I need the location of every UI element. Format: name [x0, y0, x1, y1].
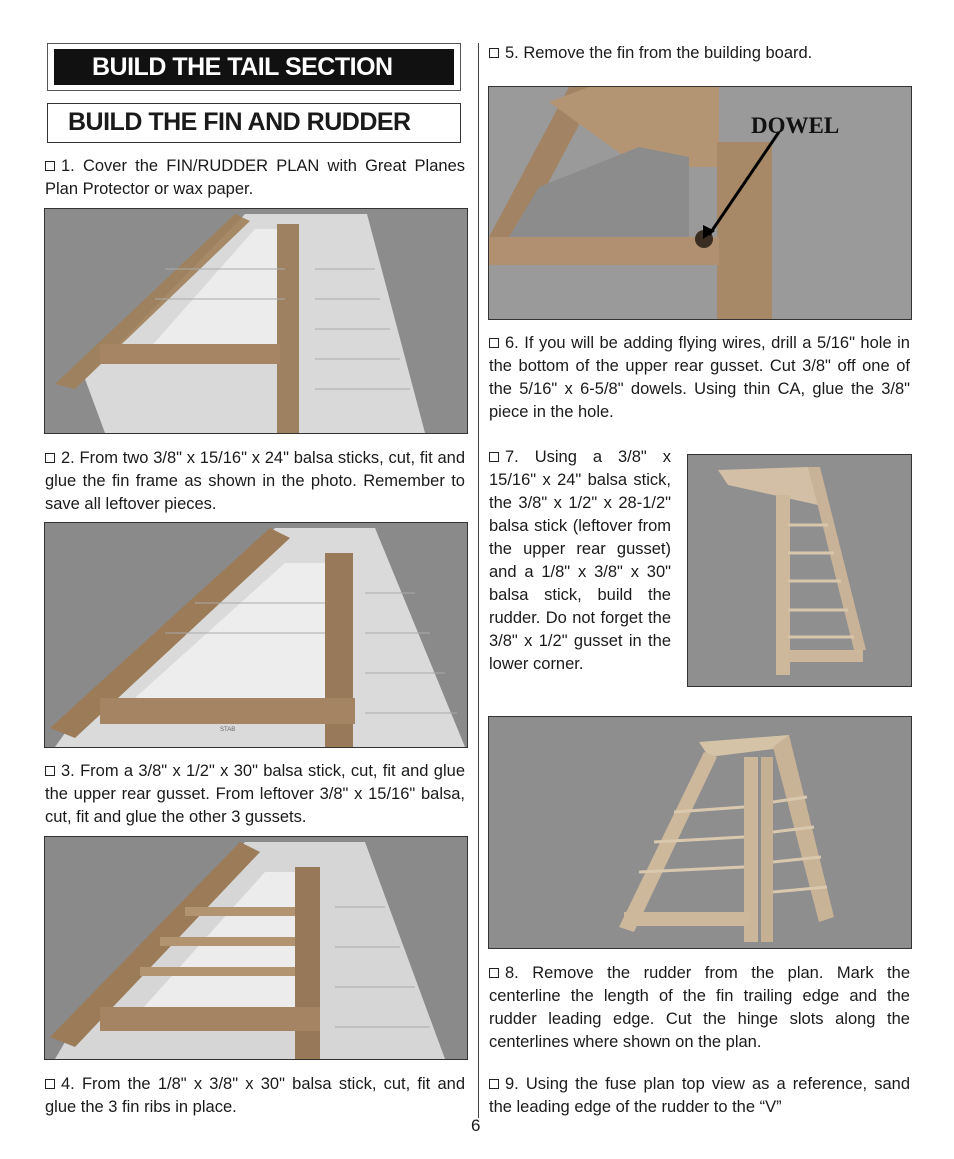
checkbox-icon[interactable]: [489, 968, 499, 978]
checkbox-icon[interactable]: [45, 1079, 55, 1089]
page-number: 6: [471, 1116, 481, 1135]
step-5-text: 5. Remove the fin from the building board.: [505, 44, 813, 62]
section-header: [47, 43, 461, 91]
step-6: [489, 332, 910, 424]
step-4-text: 4. From the 1/8" x 3/8" x 30" balsa stick, cut, fit and glue the 3 fin ribs in place.: [45, 1075, 465, 1116]
checkbox-icon[interactable]: [45, 453, 55, 463]
photo-label-dowel: DOWEL: [751, 113, 840, 138]
photo-fin-rudder: [488, 716, 912, 949]
section-header-text: BUILD THE TAIL SECTION: [54, 49, 454, 85]
checkbox-icon[interactable]: [45, 766, 55, 776]
step-3: [45, 760, 465, 829]
photo-fin-plan: [44, 208, 468, 434]
photo-dowel: [488, 86, 912, 320]
step-3-text: 3. From a 3/8" x 1/2" x 30" balsa stick, cut, fit and glue the upper rear gusset. From leftover 3/8" x 15/16" balsa, cut, fit and glue the other 3 gussets.: [45, 762, 465, 826]
photo-label-stab: STAB: [220, 727, 236, 733]
column-divider: [478, 43, 479, 1118]
photo-rudder: [687, 454, 912, 687]
photo-fin-gussets: [44, 836, 468, 1060]
checkbox-icon[interactable]: [489, 1079, 499, 1089]
subsection-header: BUILD THE FIN AND RUDDER: [47, 103, 461, 143]
checkbox-icon[interactable]: [489, 452, 499, 462]
photo-fin-frame: [44, 522, 468, 748]
step-8: [489, 962, 910, 1054]
step-7-text: 7. Using a 3/8" x 15/16" x 24" balsa stick, the 3/8" x 1/2" x 28-1/2" balsa stick (leftover from the upper rear gusset) and a 1/8" x 3/8" x 30" balsa stick, build the rudder. Do not forget the 3/8" x 1/2" gusset in the lower corner.: [489, 448, 671, 673]
step-2: [45, 447, 465, 516]
step-9: [489, 1073, 910, 1119]
step-6-text: 6. If you will be adding flying wires, drill a 5/16" hole in the bottom of the upper rear gusset. Cut 3/8" off one of the 5/16" x 6-5/8" dowels. Using thin CA, glue the 3/8" piece in the hole.: [489, 334, 910, 421]
checkbox-icon[interactable]: [489, 338, 499, 348]
checkbox-icon[interactable]: [489, 48, 499, 58]
step-9-text: 9. Using the fuse plan top view as a reference, sand the leading edge of the rudder to the “V”: [489, 1075, 910, 1116]
checkbox-icon[interactable]: [45, 161, 55, 171]
step-8-text: 8. Remove the rudder from the plan. Mark the centerline the length of the fin trailing edge and the rudder leading edge. Cut the hinge slots along the centerlines where shown on the plan.: [489, 964, 910, 1051]
step-7: [489, 446, 671, 676]
step-1: [45, 155, 465, 201]
step-2-text: 2. From two 3/8" x 15/16" x 24" balsa sticks, cut, fit and glue the fin frame as shown in the photo. Remember to save all leftover pieces.: [45, 449, 465, 513]
step-1-text: 1. Cover the FIN/RUDDER PLAN with Great Planes Plan Protector or wax paper.: [45, 157, 465, 198]
step-5: [489, 42, 910, 65]
step-4: [45, 1073, 465, 1119]
